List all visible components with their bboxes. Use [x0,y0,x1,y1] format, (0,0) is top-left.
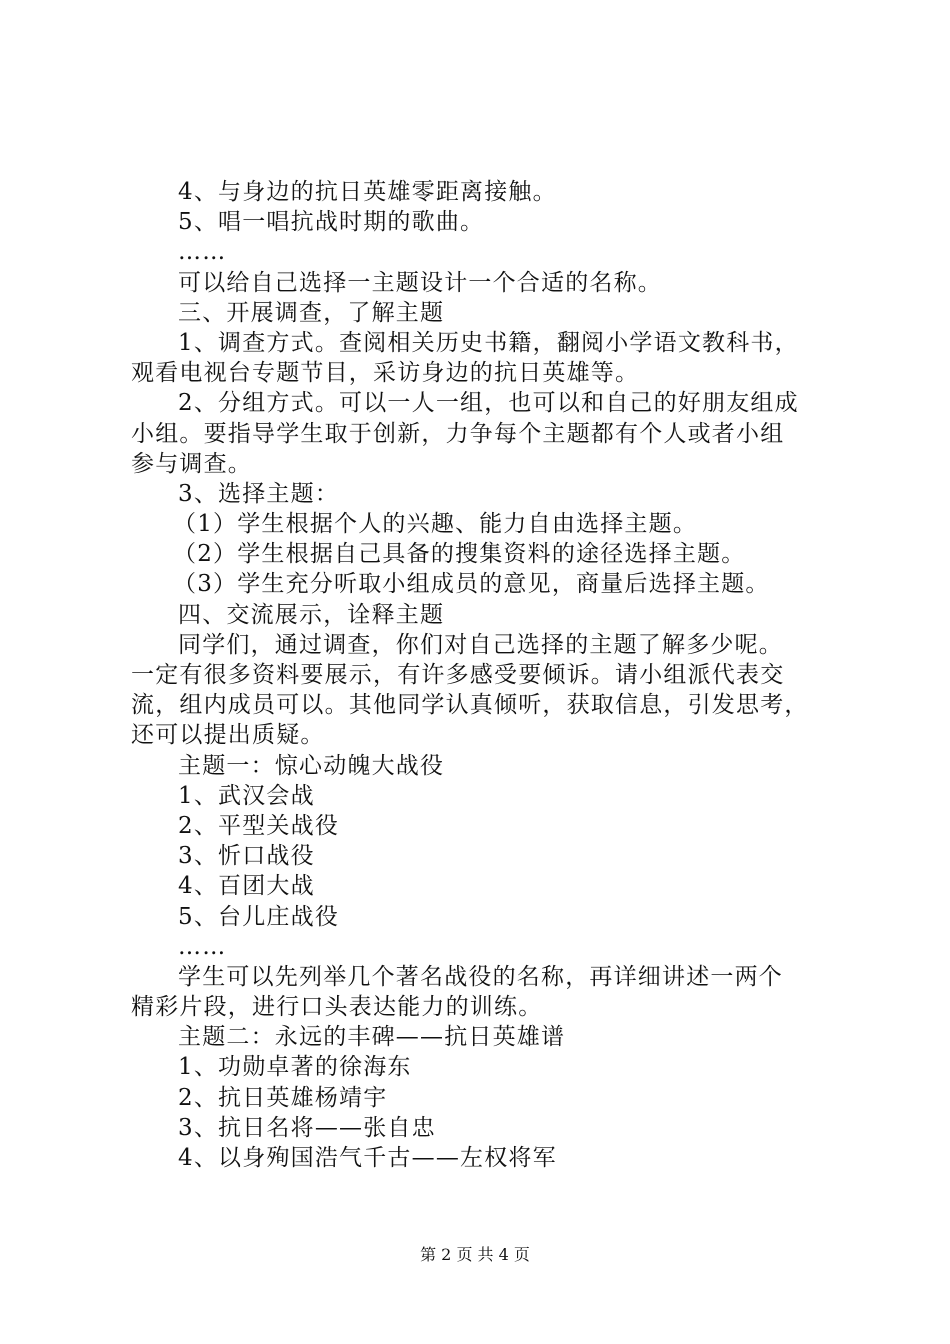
text-line: 3、选择主题： [178,480,340,507]
list-item: 4、以身殉国浩气千古——左权将军 [178,1145,557,1171]
text-line: （1）学生根据个人的兴趣、能力自由选择主题。 [173,511,698,538]
list-item: 5、台儿庄战役 [178,903,340,930]
text-line: （3）学生充分听取小组成员的意见，商量后选择主题。 [173,571,770,598]
text-line: 学生可以先列举几个著名战役的名称，再详细讲述一两个 [178,963,783,990]
text-line: 2、分组方式。可以一人一组，也可以和自己的好朋友组成 [178,390,799,417]
text-line: 一定有很多资料要展示，有许多感受要倾诉。请小组派代表交 [131,662,785,688]
topic-heading: 主题一：惊心动魄大战役 [178,752,445,779]
text-line: 观看电视台专题节目，采访身边的抗日英雄等。 [131,360,640,387]
list-item: 1、功勋卓著的徐海东 [178,1054,412,1081]
text-line: （2）学生根据自己具备的搜集资料的途径选择主题。 [173,541,746,568]
text-line: 精彩片段，进行口头表达能力的训练。 [131,994,543,1021]
text-line: 还可以提出质疑。 [131,722,325,749]
text-line: …… [178,933,227,960]
topic-heading: 主题二：永远的丰碑——抗日英雄谱 [178,1024,566,1051]
text-line: 流，组内成员可以。其他同学认真倾听，获取信息，引发思考， [131,692,809,719]
document-body [131,177,841,1173]
text-line: 4、与身边的抗日英雄零距离接触。 [178,179,557,205]
list-item: 2、抗日英雄杨靖宇 [178,1084,388,1111]
section-heading: 三、开展调查，了解主题 [178,299,445,326]
text-line: 可以给自己选择一主题设计一个合适的名称。 [178,269,662,296]
section-heading: 四、交流展示，诠释主题 [178,601,445,628]
list-item: 2、平型关战役 [178,812,340,839]
text-line: 1、调查方式。查阅相关历史书籍，翻阅小学语文教科书， [178,329,799,356]
list-item: 1、武汉会战 [178,782,315,809]
text-line: …… [178,239,227,266]
list-item: 3、抗日名将——张自忠 [178,1114,436,1141]
list-item: 3、忻口战役 [178,843,315,870]
text-line: 5、唱一唱抗战时期的歌曲。 [178,209,485,236]
text-line: 参与调查。 [131,450,252,477]
text-line: 小组。要指导学生取于创新，力争每个主题都有个人或者小组 [131,420,785,447]
list-item: 4、百团大战 [178,873,315,900]
text-line: 同学们，通过调查，你们对自己选择的主题了解多少呢。 [178,631,783,658]
page-number-footer: 第 2 页 共 4 页 [420,1245,530,1264]
